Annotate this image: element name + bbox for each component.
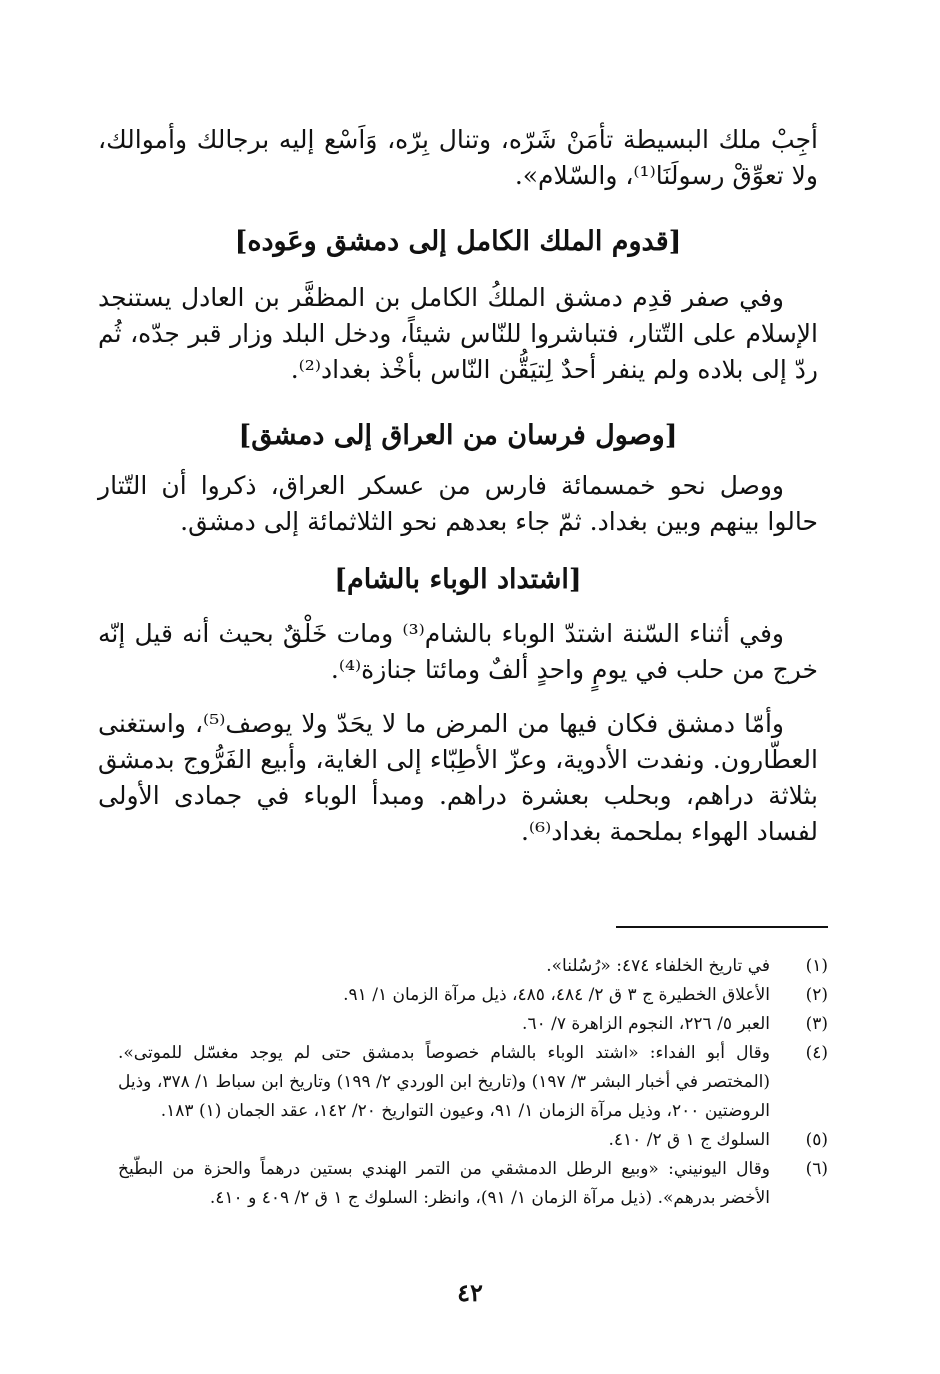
section-heading-iraq-horsemen: [وصول فرسان من العراق إلى دمشق] (238, 420, 678, 451)
footnote-text: في تاريخ الخلفاء ٤٧٤: «رُسُلنا». (546, 956, 770, 976)
footnote-number: (٢) (805, 985, 828, 1005)
section-heading-kamil-arrival: [قدوم الملك الكامل إلى دمشق وعَوده] (234, 226, 682, 257)
section-heading-plague: [اشتداد الوباء بالشام] (334, 564, 582, 595)
footnote-number: (٦) (805, 1159, 828, 1179)
footnote (118, 1010, 828, 1039)
paragraph: ووصل نحو خمسمائة فارس من عسكر العراق، ذكروا أن التّتار حالوا بينهم وبين بغداد. ثمّ جاء بعدهم نحو الثلاثمائة إلى دمشق. (98, 471, 818, 536)
intro-paragraph (98, 122, 818, 194)
footnote-number: (١) (805, 956, 828, 976)
footnote-text: وقال أبو الفداء: «اشتد الوباء بالشام خصوصاً بدمشق حتى لم يوجد مغسّل للموتى». (المختصر في أخبار البشر ٣/ ١٩٧) و(تاريخ ابن الوردي ٢/ ١٩٩) وتاريخ ابن سباط ١/ ٣٧٨، وذيل الروضتين ٢٠٠، وذيل مرآة الزمان ١/ ٩١، وعيون التواريخ ٢٠/ ١٤٢، عقد الجمان (١) ١٨٣. (118, 1043, 770, 1121)
section-body-plague-damascus (98, 706, 818, 850)
paragraph: وفي صفر قدِم دمشق الملكُ الكامل بن المظفَّر بن العادل يستنجد الإسلام على التّتار، فتباشروا للنّاس شيئاً، ودخل البلد وزار قبر جدّه، ثُم ردّ إلى بلاده ولم ينفر أحدٌ لِتيَقُّن النّاس بأخْذ بغداد⁽²⁾. (98, 283, 818, 384)
footnote (118, 952, 828, 981)
footnote-text: وقال اليونيني: «وبيع الرطل الدمشقي من التمر الهندي بستين درهماً والحزة من البطّيخ الأخضر بدرهم». (ذيل مرآة الزمان ١/ ٩١)، وانظر: السلوك ج ١ ق ٢/ ٤٠٩ و ٤١٠. (118, 1159, 770, 1208)
footnote (118, 1126, 828, 1155)
paragraph: وأمّا دمشق فكان فيها من المرض ما لا يحَدّ ولا يوصف⁽⁵⁾، واستغنى العطّارون. ونفدت الأدوية، وعزّ الأطِبّاء إلى الغاية، وأبيع الفَرُّوج بدمشق بثلاثة دراهم، وبحلب بعشرة دراهم. ومبدأ الوباء في جمادى الأولى لفساد الهواء بملحمة بغداد⁽⁶⁾. (98, 709, 818, 846)
footnote-number: (٤) (805, 1043, 828, 1063)
footnote (118, 981, 828, 1010)
intro-text: أجِبْ ملك البسيطة تأمَنْ شَرّه، وتنال بِرّه، وَاَسْع إليه برجالك وأموالك، ولا تعوِّقْ رسولَنَا⁽¹⁾، والسّلام». (98, 125, 818, 190)
footnote-text: الأعلاق الخطيرة ج ٣ ق ٢/ ٤٨٤، ٤٨٥، ذيل مرآة الزمان ١/ ٩١. (343, 985, 770, 1005)
section-body-plague-aleppo (98, 616, 818, 688)
footnote (118, 1039, 828, 1126)
footnote-number: (٥) (805, 1130, 828, 1150)
paragraph: وفي أثناء السّنة اشتدّ الوباء بالشام⁽³⁾ ومات خَلْقٌ بحيث أنه قيل إنّه خرج من حلب في يومٍ واحدٍ ألفٌ ومائتا جنازة⁽⁴⁾. (98, 619, 818, 684)
footnote-text: العبر ٥/ ٢٢٦، النجوم الزاهرة ٧/ ٦٠. (522, 1014, 770, 1034)
footnote (118, 1155, 828, 1213)
page-number: ٤٢ (457, 1278, 483, 1307)
footnote-number: (٣) (805, 1014, 828, 1034)
section-body-kamil-arrival (98, 280, 818, 388)
footnotes (118, 952, 828, 1213)
footnote-separator (616, 926, 828, 928)
section-body-iraq-horsemen (98, 468, 818, 540)
footnote-text: السلوك ج ١ ق ٢/ ٤١٠. (608, 1130, 770, 1150)
